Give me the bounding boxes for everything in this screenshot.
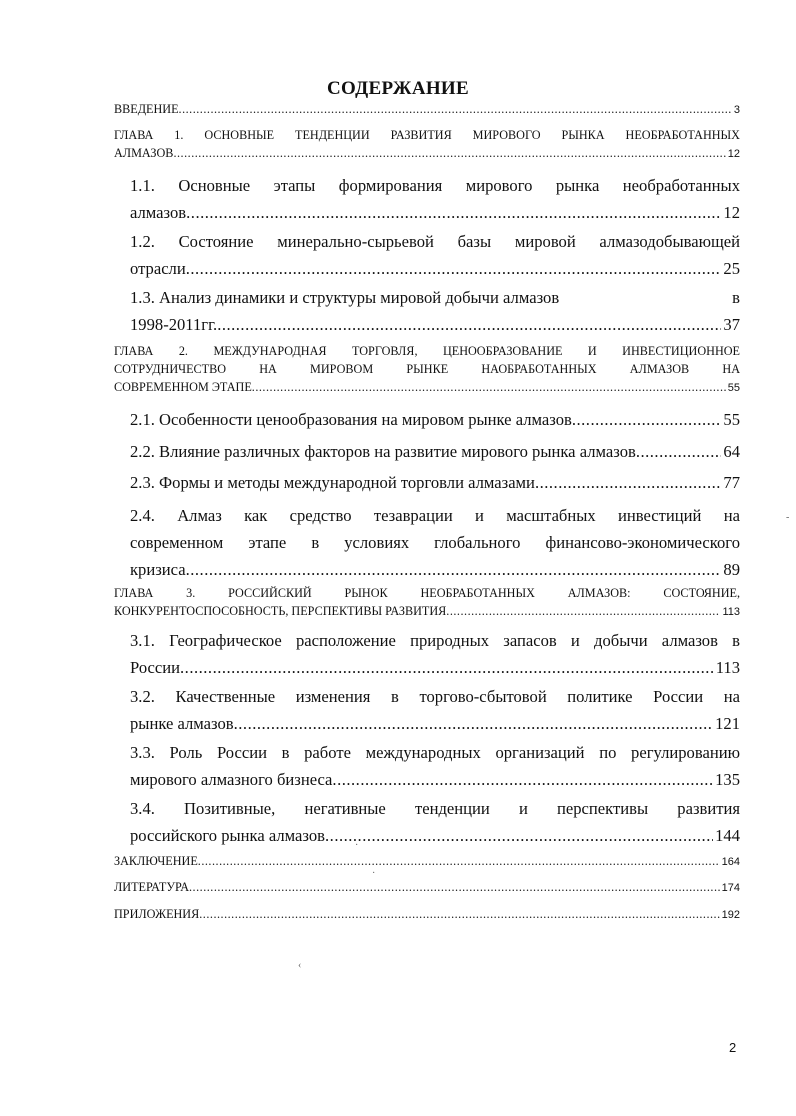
toc-entry-text: в [732,288,740,307]
toc-entry-section-2-3[interactable] [130,469,740,496]
toc-entry-text: 2.1. Особенности ценообразования на мировом рынке алмазов [130,410,572,429]
toc-entry-section-1-2[interactable] [130,228,740,282]
toc-page-number: 12 [723,203,740,222]
toc-entry-text: ЛИТЕРАТУРА [114,880,189,894]
toc-entry-text: ГЛАВА 1. ОСНОВНЫЕ ТЕНДЕНЦИИ РАЗВИТИЯ МИРОВОГО РЫНКА НЕОБРАБОТАННЫХ [114,128,740,142]
toc-entry-text: кризиса [130,560,186,579]
page-title: СОДЕРЖАНИЕ [327,78,469,99]
toc-entry-conclusion[interactable] [114,852,740,871]
toc-entry-text: 3.2. Качественные изменения в торгово-сбытовой политике России на [130,687,740,706]
toc-entry-text: ВВЕДЕНИЕ [114,102,179,116]
scan-artifact-mark: ‹ [298,960,302,971]
toc-leader-dots [199,905,719,923]
toc-leader-dots [446,602,720,620]
toc-entry-text: ГЛАВА 2. МЕЖДУНАРОДНАЯ ТОРГОВЛЯ, ЦЕНООБРАЗОВАНИЕ И ИНВЕСТИЦИОННОЕ [114,344,740,358]
toc-page-number: 55 [727,382,740,394]
toc-entry-text: ГЛАВА 3. РОССИЙСКИЙ РЫНОК НЕОБРАБОТАННЫХ АЛМАЗОВ: СОСТОЯНИЕ, [114,586,740,600]
scan-artifact-dot: · [355,840,359,851]
toc-leader-dots [186,199,721,226]
toc-page-number: 89 [723,560,740,579]
toc-page-number: 64 [723,442,740,461]
toc-entry-text: современном этапе в условиях глобального финансово-экономического [130,533,740,552]
toc-page-number: 174 [721,882,740,894]
toc-leader-dots [325,822,713,849]
toc-entry-text: 3.1. Географическое расположение природных запасов и добычи алмазов в [130,631,740,650]
toc-entry-text: России [130,658,181,677]
toc-entry-section-2-4[interactable] [130,502,740,583]
toc-leader-dots [180,654,714,681]
toc-entry-text: 1.3. Анализ динамики и структуры мировой добычи алмазов [130,288,560,307]
toc-page-number: 135 [715,770,740,789]
toc-page-number: 37 [723,315,740,334]
toc-page-number: 12 [727,148,740,160]
toc-entry-section-1-1[interactable] [130,172,740,226]
toc-leader-dots [217,311,721,338]
toc-entry-text: ПРИЛОЖЕНИЯ [114,907,200,921]
toc-entry-text: российского рынка алмазов [130,826,326,845]
toc-entry-chapter-3[interactable] [114,584,740,621]
toc-page-number: 121 [715,714,740,733]
toc-entry-text: СОТРУДНИЧЕСТВО НА МИРОВОМ РЫНКЕ НАОБРАБОТАННЫХ АЛМАЗОВ НА [114,362,740,376]
toc-leader-dots [636,438,722,465]
toc-entry-text: отрасли [130,259,186,278]
page-number: 2 [729,1040,737,1055]
toc-page-number: 164 [721,856,740,868]
toc-entry-text: 2.4. Алмаз как средство тезаврации и масштабных инвестиций на [130,506,740,525]
toc-entry-chapter-2[interactable] [114,342,740,397]
toc-leader-dots [186,255,722,282]
toc-entry-text: ЗАКЛЮЧЕНИЕ [114,854,198,868]
toc-leader-dots [179,100,732,118]
toc-page-number: 77 [723,473,740,492]
toc-leader-dots [332,766,713,793]
toc-entry-section-3-4[interactable] [130,795,740,849]
toc-entry-section-3-1[interactable] [130,627,740,681]
toc-leader-dots [234,710,713,737]
toc-entry-text: СОВРЕМЕННОМ ЭТАПЕ [114,380,252,394]
toc-leader-dots [572,406,722,433]
toc-entry-section-3-2[interactable] [130,683,740,737]
toc-leader-dots [186,556,722,583]
toc-entry-text: рынке алмазов [130,714,234,733]
toc-leader-dots [173,144,725,162]
toc-leader-dots [252,378,726,396]
toc-entry-section-1-3[interactable] [130,284,740,338]
toc-entry-section-2-1[interactable] [130,406,740,433]
toc-page-number: 113 [722,606,740,618]
toc-page-number: 144 [715,826,740,845]
toc-entry-intro[interactable] [114,100,740,119]
toc-entry-text: АЛМАЗОВ [114,146,174,160]
toc-entry-text: 1.2. Состояние минерально-сырьевой базы мировой алмазодобывающей [130,232,740,251]
toc-entry-section-2-2[interactable] [130,438,740,465]
scan-artifact-dot: · [372,868,376,879]
toc-entry-text: КОНКУРЕНТОСПОСОБНОСТЬ, ПЕРСПЕКТИВЫ РАЗВИТИЯ [114,604,447,618]
toc-page-number: 113 [715,658,740,677]
toc-entry-text: 1.1. Основные этапы формирования мирового рынка необработанных [130,176,740,195]
toc-entry-text: 2.2. Влияние различных факторов на развитие мирового рынка алмазов [130,442,636,461]
toc-entry-text: 2.3. Формы и методы международной торговли алмазами [130,473,535,492]
toc-entry-text: алмазов [130,203,187,222]
toc-entry-text: мирового алмазного бизнеса [130,770,333,789]
toc-leader-dots [535,469,721,496]
toc-leader-dots [189,878,720,896]
toc-entry-chapter-1[interactable] [114,126,740,163]
toc-entry-appendices[interactable] [114,905,740,924]
toc-page-number: 192 [721,909,740,921]
toc-entry-text: 3.3. Роль России в работе международных организаций по регулированию [130,743,740,762]
toc-entry-section-3-3[interactable] [130,739,740,793]
toc-page-number: 55 [723,410,740,429]
toc-entry-text: 1998-2011гг. [130,315,218,334]
toc-entry-text: 3.4. Позитивные, негативные тенденции и перспективы развития [130,799,740,818]
scan-artifact-mark: - [786,512,790,523]
toc-leader-dots [198,852,720,870]
toc-page-number: 25 [723,259,740,278]
toc-entry-literature[interactable] [114,878,740,897]
toc-page-number: 3 [733,104,740,116]
